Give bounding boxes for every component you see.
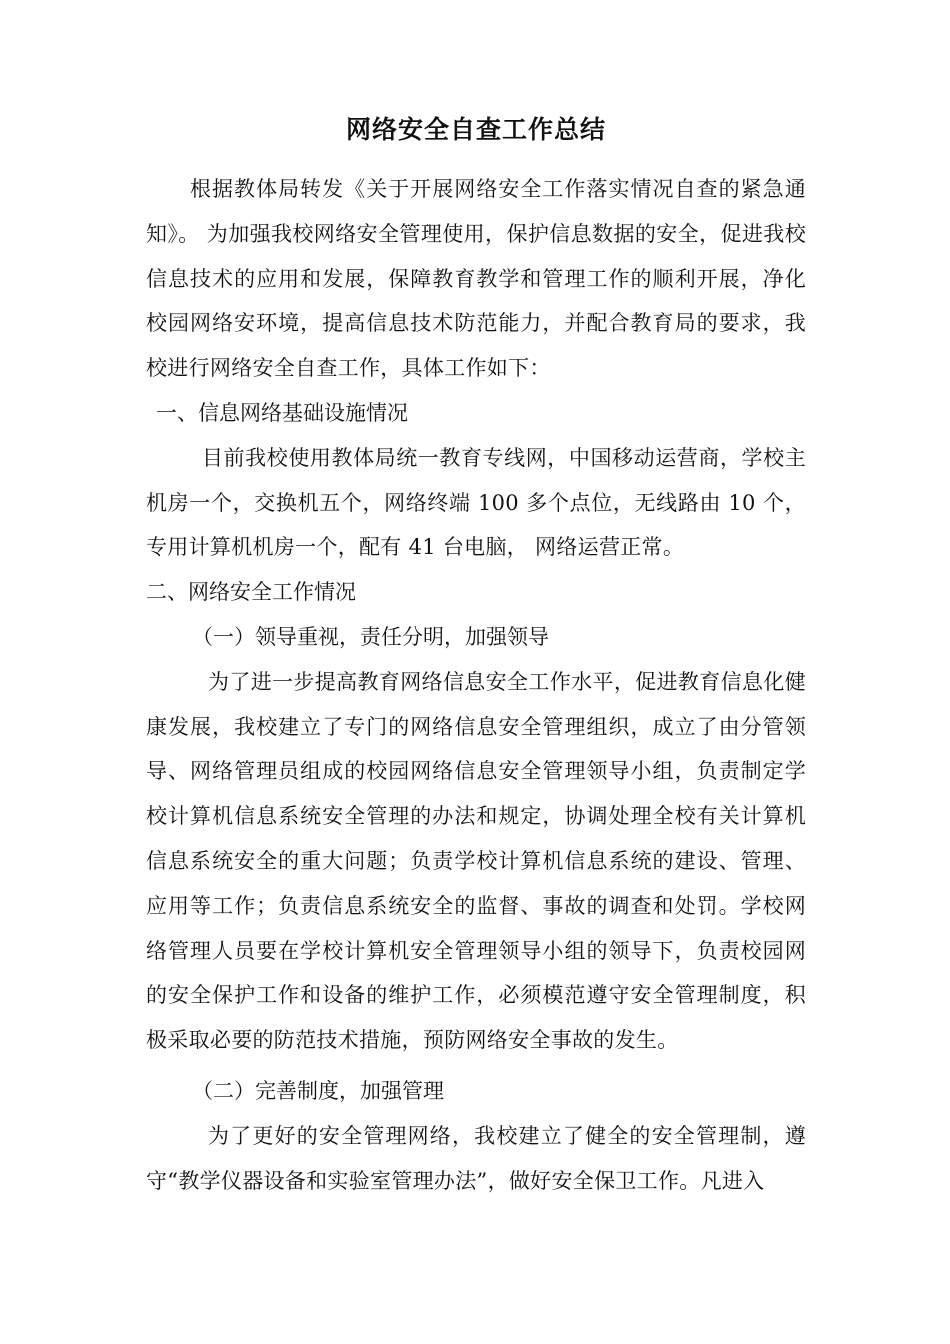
section-2-heading: 二、网络安全工作情况 xyxy=(146,580,356,605)
subsection-2-heading: （二）完善制度，加强管理 xyxy=(192,1078,444,1103)
subsection-1-heading: （一）领导重视，责任分明，加强领导 xyxy=(192,624,549,649)
intro-paragraph: 根据教体局转发《关于开展网络安全工作落实情况自查的紧急通知》。 为加强我校网络安全管理使用，保护信息数据的安全，促进我校信息技术的应用和发展，保障教育教学和管理工作的顺利开展，净化校园网络安环境，提高信息技术防范能力，并配合教育局的要求，我校进行网络安全自查工作，具体工作如下： xyxy=(146,177,806,381)
section-1-body: 目前我校使用教体局统一教育专线网，中国移动运营商，学校主机房一个，交换机五个，网络终端 100 多个点位，无线路由 10 个，专用计算机机房一个，配有 41 台电脑， 网络运营正常。 xyxy=(146,445,806,560)
subsection-1-body: 为了进一步提高教育网络信息安全工作水平，促进教育信息化健康发展，我校建立了专门的网络信息安全管理组织，成立了由分管领导、网络管理员组成的校园网络信息安全管理领导小组，负责制定学校计算机信息系统安全管理的办法和规定，协调处理全校有关计算机信息系统安全的重大问题；负责学校计算机信息系统的建设、管理、应用等工作；负责信息系统安全的监督、事故的调查和处罚。学校网络管理人员要在学校计算机安全管理领导小组的领导下，负责校园网的安全保护工作和设备的维护工作，必须模范遵守安全管理制度，积极采取必要的防范技术措施，预防网络安全事故的发生。 xyxy=(146,669,806,1053)
subsection-2-body: 为了更好的安全管理网络，我校建立了健全的安全管理制，遵守“教学仪器设备和实验室管理办法”，做好安全保卫工作。凡进入 xyxy=(146,1123,806,1193)
section-1-heading: 一、信息网络基础设施情况 xyxy=(156,400,408,425)
document-page xyxy=(146,110,806,1203)
document-title: 网络安全自查工作总结 xyxy=(345,115,606,144)
